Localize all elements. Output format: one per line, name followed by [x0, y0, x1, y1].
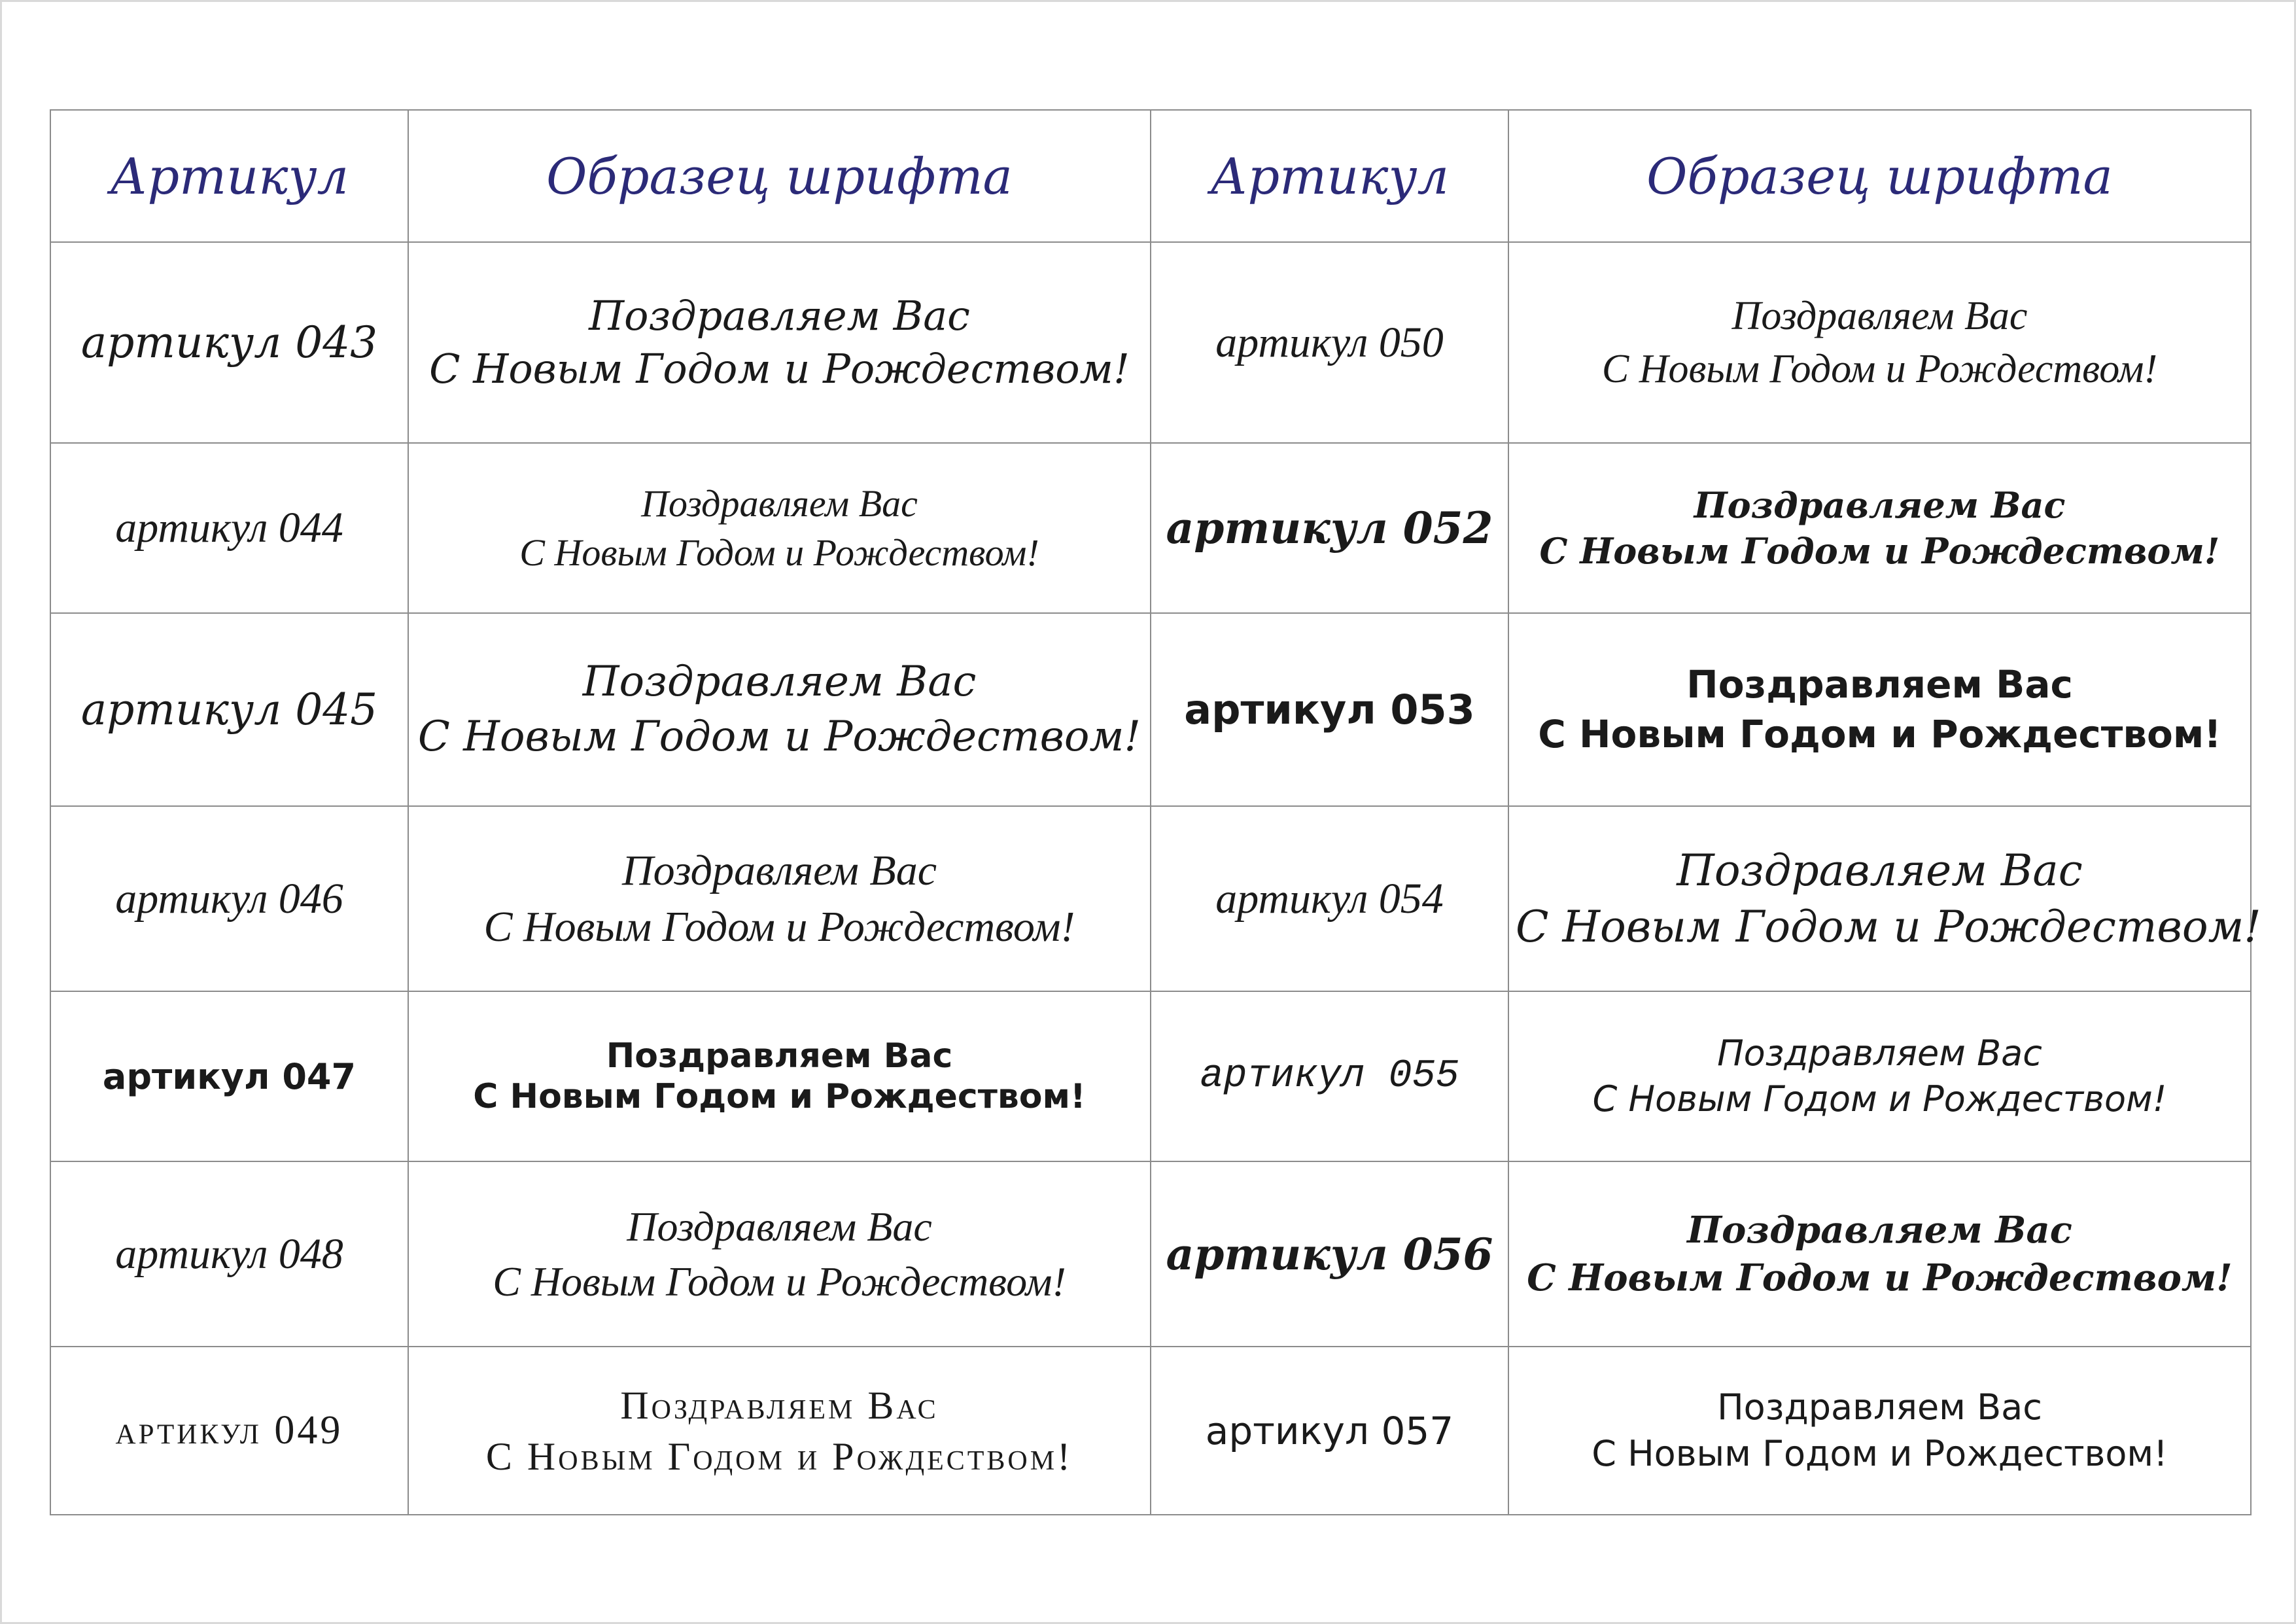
sample-line-1: Поздравляем Вас [1731, 293, 2028, 338]
table-row [50, 1347, 2251, 1515]
sample-line-2: С Новым Годом и Рождеством! [1539, 530, 2220, 572]
sample-line-1: Поздравляем Вас [1677, 845, 2083, 896]
sample-line-1: Поздравляем Вас [1694, 484, 2066, 526]
sample-line-2: С Новым Годом и Рождеством! [519, 531, 1039, 574]
article-label: артикул 043 [80, 317, 378, 368]
article-cell [50, 1347, 408, 1515]
sample-line-2: С Новым Годом и Рождеством! [483, 902, 1075, 951]
sample-cell [408, 242, 1151, 443]
sample-cell [408, 613, 1151, 806]
article-cell [50, 443, 408, 613]
sample-line-1: Поздравляем Вас [606, 1036, 953, 1076]
table-row [50, 991, 2251, 1161]
article-label: артикул 049 [115, 1408, 343, 1453]
sample-line-2: С Новым Годом и Рождеством! [1592, 1078, 2167, 1120]
article-label: артикул 048 [115, 1229, 343, 1278]
article-label: артикул 050 [1215, 318, 1444, 366]
table-row [50, 242, 2251, 443]
article-cell [1151, 806, 1508, 991]
table-row [50, 613, 2251, 806]
sample-line-2: С Новым Годом и Рождеством! [485, 1434, 1073, 1478]
sample-line-2: С Новым Годом и Рождеством! [417, 712, 1141, 761]
article-label: артикул 047 [102, 1055, 357, 1097]
sample-line-1: Поздравляем Вас [627, 1203, 932, 1250]
sample-line-1: Поздравляем Вас [1686, 662, 2073, 707]
table-row [50, 806, 2251, 991]
sample-line-1: Поздравляем Вас [1717, 1032, 2042, 1074]
article-cell [50, 613, 408, 806]
sample-line-1: Поздравляем Вас [589, 291, 970, 340]
sample-cell [1508, 613, 2251, 806]
table-row [50, 443, 2251, 613]
sample-line-1: Поздравляем Вас [620, 1383, 939, 1427]
article-cell [50, 806, 408, 991]
article-label: артикул 046 [115, 874, 343, 923]
sample-line-2: С Новым Годом и Рождеством! [429, 344, 1130, 393]
sample-line-2: С Новым Годом и Рождеством! [1601, 346, 2158, 391]
article-cell [50, 1161, 408, 1347]
sample-line-1: Поздравляем Вас [1687, 1208, 2072, 1252]
header-article-left: Артикул [50, 110, 408, 242]
article-label: артикул 045 [80, 684, 378, 735]
article-cell [1151, 443, 1508, 613]
sample-line-2: С Новым Годом и Рождеством! [473, 1077, 1086, 1116]
article-label: артикул 055 [1200, 1054, 1459, 1099]
sample-cell [408, 1161, 1151, 1347]
article-label: артикул 053 [1184, 686, 1475, 733]
header-article-right: Артикул [1151, 110, 1508, 242]
header-sample-left: Образец шрифта [408, 110, 1151, 242]
article-label: артикул 044 [115, 504, 343, 552]
sample-cell [1508, 242, 2251, 443]
header-row [50, 110, 2251, 242]
font-sample-table [50, 109, 2261, 1515]
article-label: артикул 054 [1215, 874, 1444, 923]
article-cell [50, 991, 408, 1161]
sample-line-2: С Новым Годом и Рождеством! [493, 1258, 1066, 1305]
sample-cell [408, 806, 1151, 991]
article-cell [1151, 242, 1508, 443]
sample-line-1: Поздравляем Вас [1717, 1386, 2042, 1428]
sample-line-2: С Новым Годом и Рождеством! [1538, 711, 2221, 756]
article-label: артикул 057 [1205, 1408, 1454, 1453]
article-label: артикул 056 [1166, 1228, 1493, 1280]
sample-cell [1508, 991, 2251, 1161]
sample-cell [1508, 1347, 2251, 1515]
sample-line-1: Поздравляем Вас [641, 482, 918, 525]
header-sample-right: Образец шрифта [1508, 110, 2251, 242]
article-cell [50, 242, 408, 443]
article-cell [1151, 991, 1508, 1161]
sample-cell [1508, 806, 2261, 991]
article-cell [1151, 613, 1508, 806]
sample-cell [408, 991, 1151, 1161]
sample-line-2: С Новым Годом и Рождеством! [1527, 1256, 2233, 1299]
article-cell [1151, 1161, 1508, 1347]
sample-line-1: Поздравляем Вас [582, 658, 977, 707]
sample-cell [408, 443, 1151, 613]
sample-cell [1508, 443, 2251, 613]
article-cell [1151, 1347, 1508, 1515]
sample-cell [1508, 1161, 2251, 1347]
sample-line-1: Поздравляем Вас [621, 846, 937, 894]
sample-cell [408, 1347, 1151, 1515]
article-label: артикул 052 [1166, 503, 1493, 554]
sample-line-2: С Новым Годом и Рождеством! [1592, 1432, 2168, 1474]
table-row [50, 1161, 2251, 1347]
sample-line-2: С Новым Годом и Рождеством! [1516, 901, 2261, 952]
